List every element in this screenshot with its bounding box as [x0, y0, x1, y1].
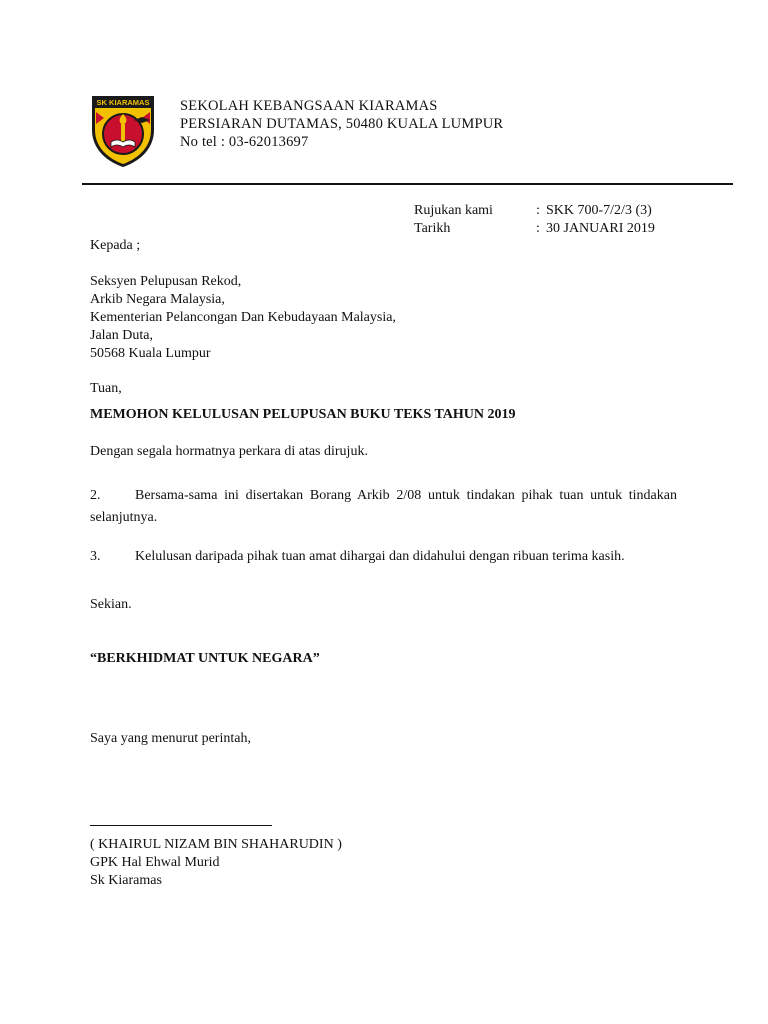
recipient-line: Kementerian Pelancongan Dan Kebudayaan Malaysia, — [90, 310, 396, 325]
paragraph-3-text: Kelulusan daripada pihak tuan amat dihargai dan didahului dengan ribuan terima kasih. — [135, 549, 625, 564]
reference-value: SKK 700-7/2/3 (3) — [546, 203, 652, 218]
date-value: 30 JANUARI 2019 — [546, 221, 655, 236]
subject-heading: MEMOHON KELULUSAN PELUPUSAN BUKU TEKS TAHUN 2019 — [90, 407, 516, 422]
closing-sekian: Sekian. — [90, 597, 132, 612]
signatory-title: GPK Hal Ehwal Murid — [90, 855, 220, 870]
paragraph-1: Dengan segala hormatnya perkara di atas dirujuk. — [90, 444, 368, 459]
school-info — [180, 97, 503, 151]
date-row — [414, 220, 655, 238]
date-label: Tarikh — [414, 221, 451, 236]
paragraph-2-number: 2. — [90, 488, 101, 503]
reference-label: Rujukan kami — [414, 203, 493, 218]
signature-block — [90, 836, 342, 890]
logo-text: SK KIARAMAS — [96, 98, 150, 107]
paragraph-2 — [90, 485, 677, 529]
date-colon: : — [536, 221, 540, 236]
signature-line — [90, 825, 272, 826]
recipient-line: 50568 Kuala Lumpur — [90, 346, 211, 361]
signatory-name: ( KHAIRUL NIZAM BIN SHAHARUDIN ) — [90, 837, 342, 852]
recipient-line: Arkib Negara Malaysia, — [90, 292, 225, 307]
school-crest-logo — [88, 90, 158, 168]
kepada-label: Kepada ; — [90, 238, 141, 253]
paragraph-3-number: 3. — [90, 549, 101, 564]
school-phone: No tel : 03-62013697 — [180, 134, 309, 150]
letterhead-divider — [82, 183, 733, 185]
recipient-line: Jalan Duta, — [90, 328, 153, 343]
school-address: PERSIARAN DUTAMAS, 50480 KUALA LUMPUR — [180, 116, 504, 132]
salutation: Tuan, — [90, 381, 122, 396]
recipient-address — [90, 273, 396, 363]
saya-menurut-perintah: Saya yang menurut perintah, — [90, 731, 251, 746]
paragraph-2-text: Bersama-sama ini disertakan Borang Arkib 2/08 untuk tindakan pihak tuan untuk tindakan selanjutnya. — [90, 488, 677, 525]
school-name: SEKOLAH KEBANGSAAN KIARAMAS — [180, 98, 438, 114]
motto: “BERKHIDMAT UNTUK NEGARA” — [90, 651, 320, 666]
signatory-school: Sk Kiaramas — [90, 873, 162, 888]
recipient-line: Seksyen Pelupusan Rekod, — [90, 274, 242, 289]
reference-row — [414, 202, 655, 220]
reference-colon: : — [536, 203, 540, 218]
reference-block — [414, 202, 655, 238]
paragraph-3 — [90, 546, 677, 568]
